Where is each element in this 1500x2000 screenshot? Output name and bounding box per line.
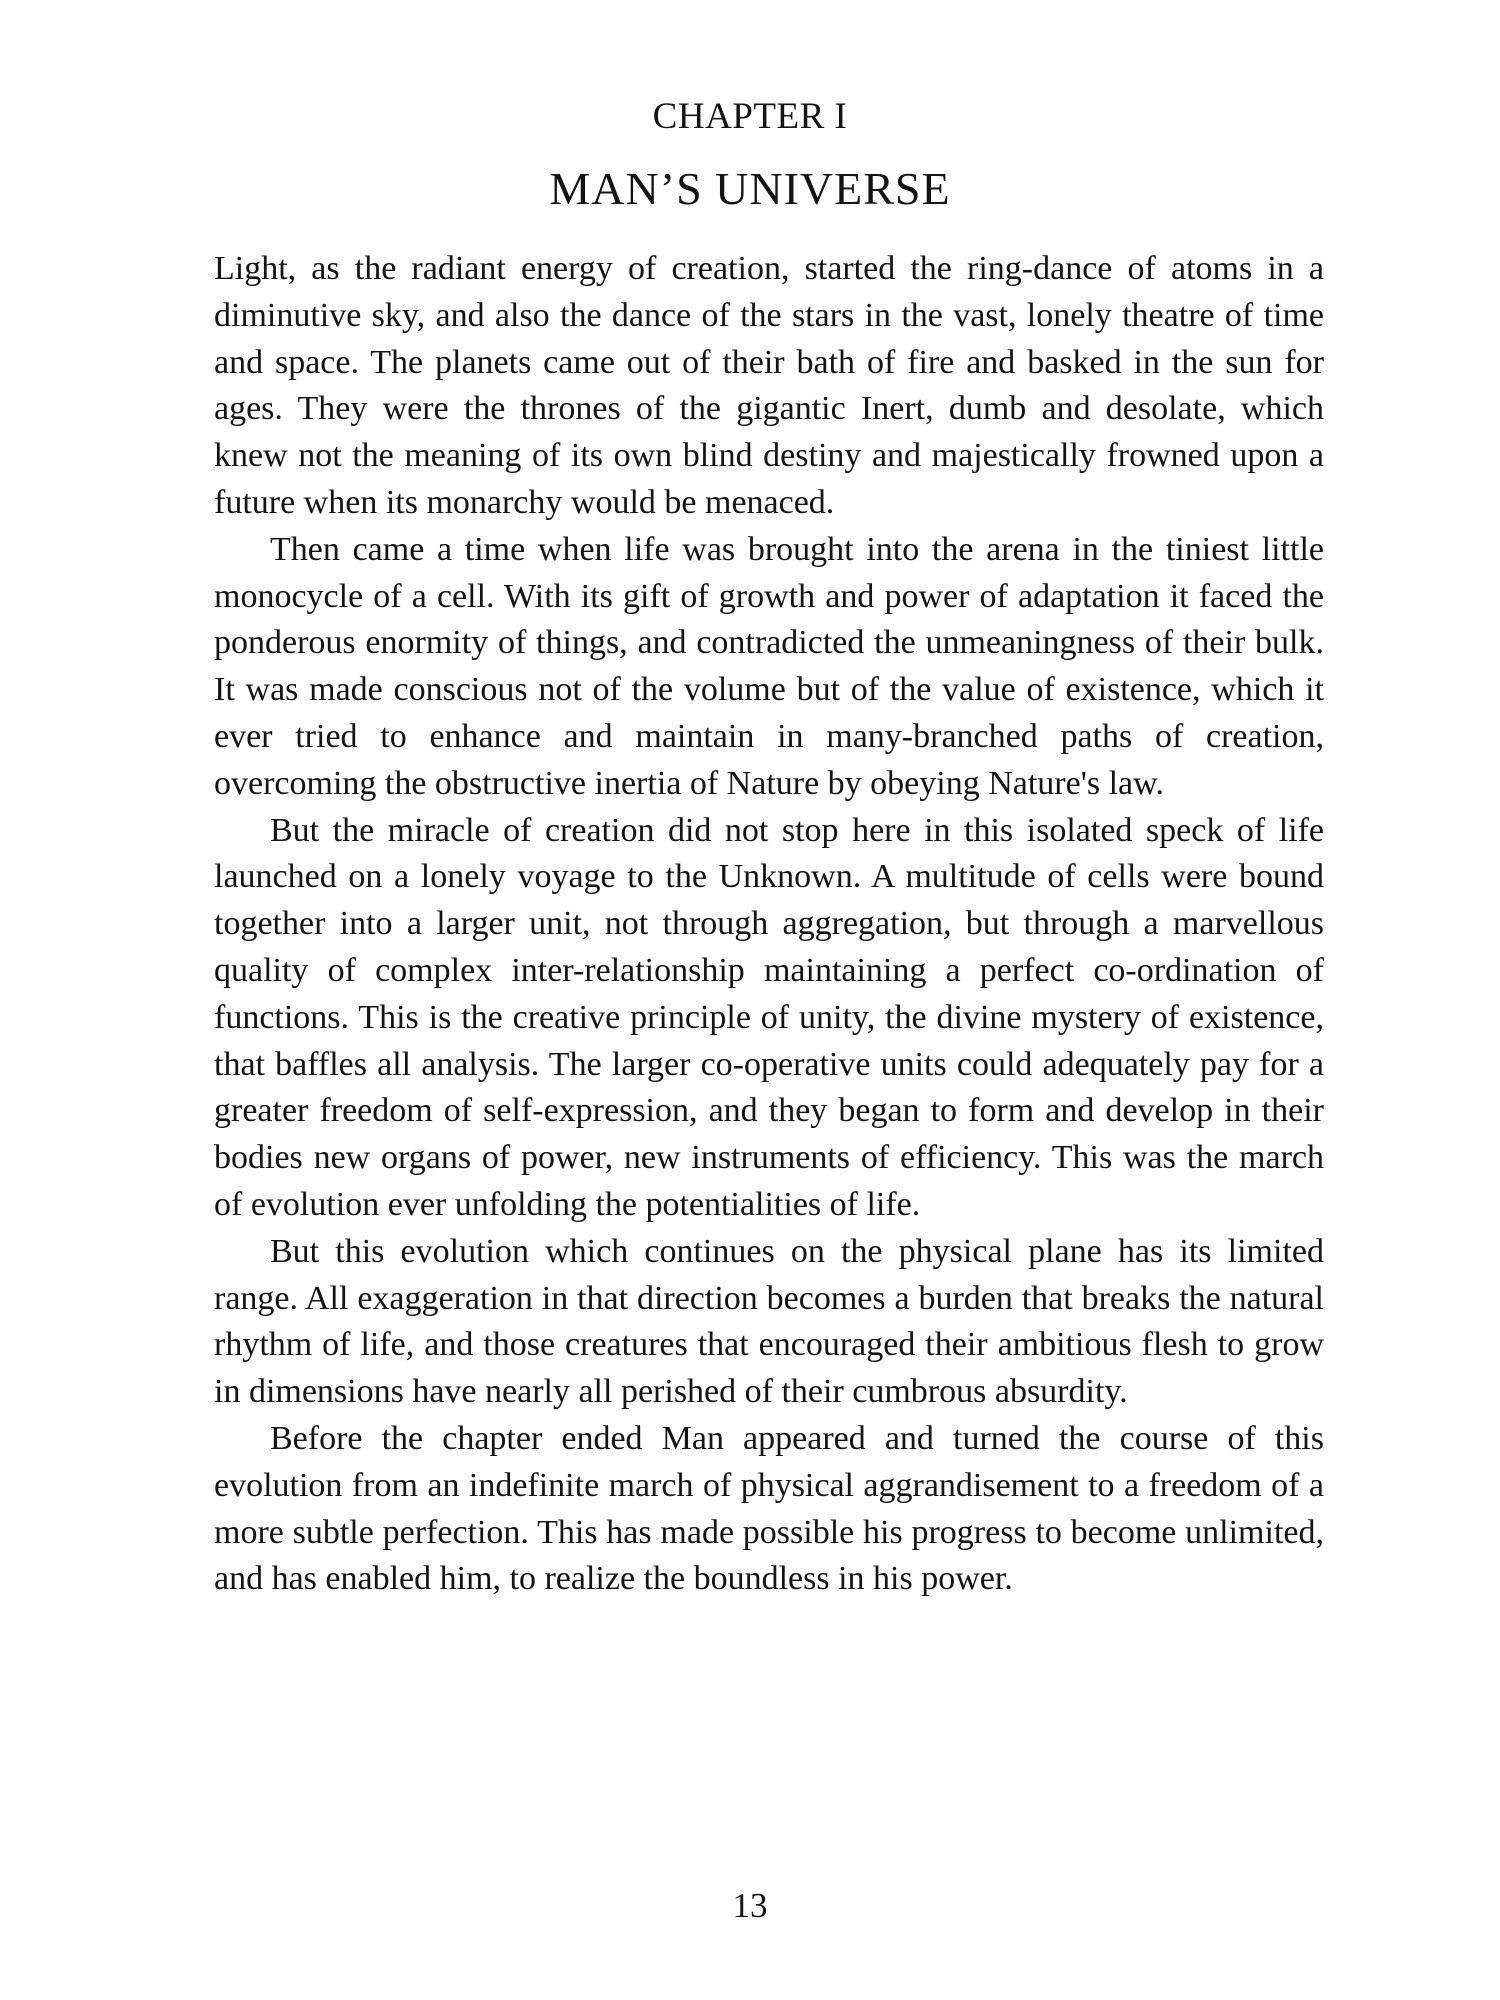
paragraph-1: Light, as the radiant energy of creation, started the ring-dance of atoms in a diminutive sky, and also the dance of the stars in the vast, lonely theatre of time and space. The planets came out of their bath of fire and basked in the sun for ages. They were the thrones of the gigantic Inert, dumb and desolate, which knew not the meaning of its own blind destiny and majestically frowned upon a future when its monarchy would be menaced. (214, 250, 1324, 521)
paragraph-4: But this evolution which continues on the physical plane has its limited range. All exaggeration in that direction becomes a burden that breaks the natural rhythm of life, and those creatures that encouraged their ambitious flesh to grow in dimensions have nearly all perished of their cumbrous absurdity. (214, 1232, 1324, 1411)
paragraph-2: Then came a time when life was brought into the arena in the tiniest little monocycle of a cell. With its gift of growth and power of adaptation it faced the ponderous enormity of things, and contradicted the unmeaningness of their bulk. It was made conscious not of the volume but of the value of existence, which it ever tried to enhance and maintain in many-branched paths of creation, overcoming the obstructive inertia of Nature by obeying Nature's law. (214, 530, 1324, 802)
page-number: 13 (732, 1886, 768, 1925)
chapter-body (214, 246, 1324, 1603)
paragraph-3: But the miracle of creation did not stop here in this isolated speck of life launched on a lonely voyage to the Unknown. A multitude of cells were bound together into a larger unit, not through aggregation, but through a marvellous quality of complex inter-relationship maintaining a perfect co-ordination of functions. This is the creative principle of unity, the divine mystery of existence, that baffles all analysis. The larger co-operative units could adequately pay for a greater freedom of self-expression, and they began to form and develop in their bodies new organs of power, new instruments of efficiency. This was the march of evolution ever unfolding the potentialities of life. (214, 811, 1324, 1223)
chapter-number: CHAPTER I (652, 96, 848, 137)
chapter-title: MAN’S UNIVERSE (549, 163, 951, 214)
paragraph-5: Before the chapter ended Man appeared and turned the course of this evolution from an indefinite march of physical aggrandisement to a freedom of a more subtle perfection. This has made possible his progress to become unlimited, and has enabled him, to realize the boundless in his power. (214, 1419, 1324, 1598)
